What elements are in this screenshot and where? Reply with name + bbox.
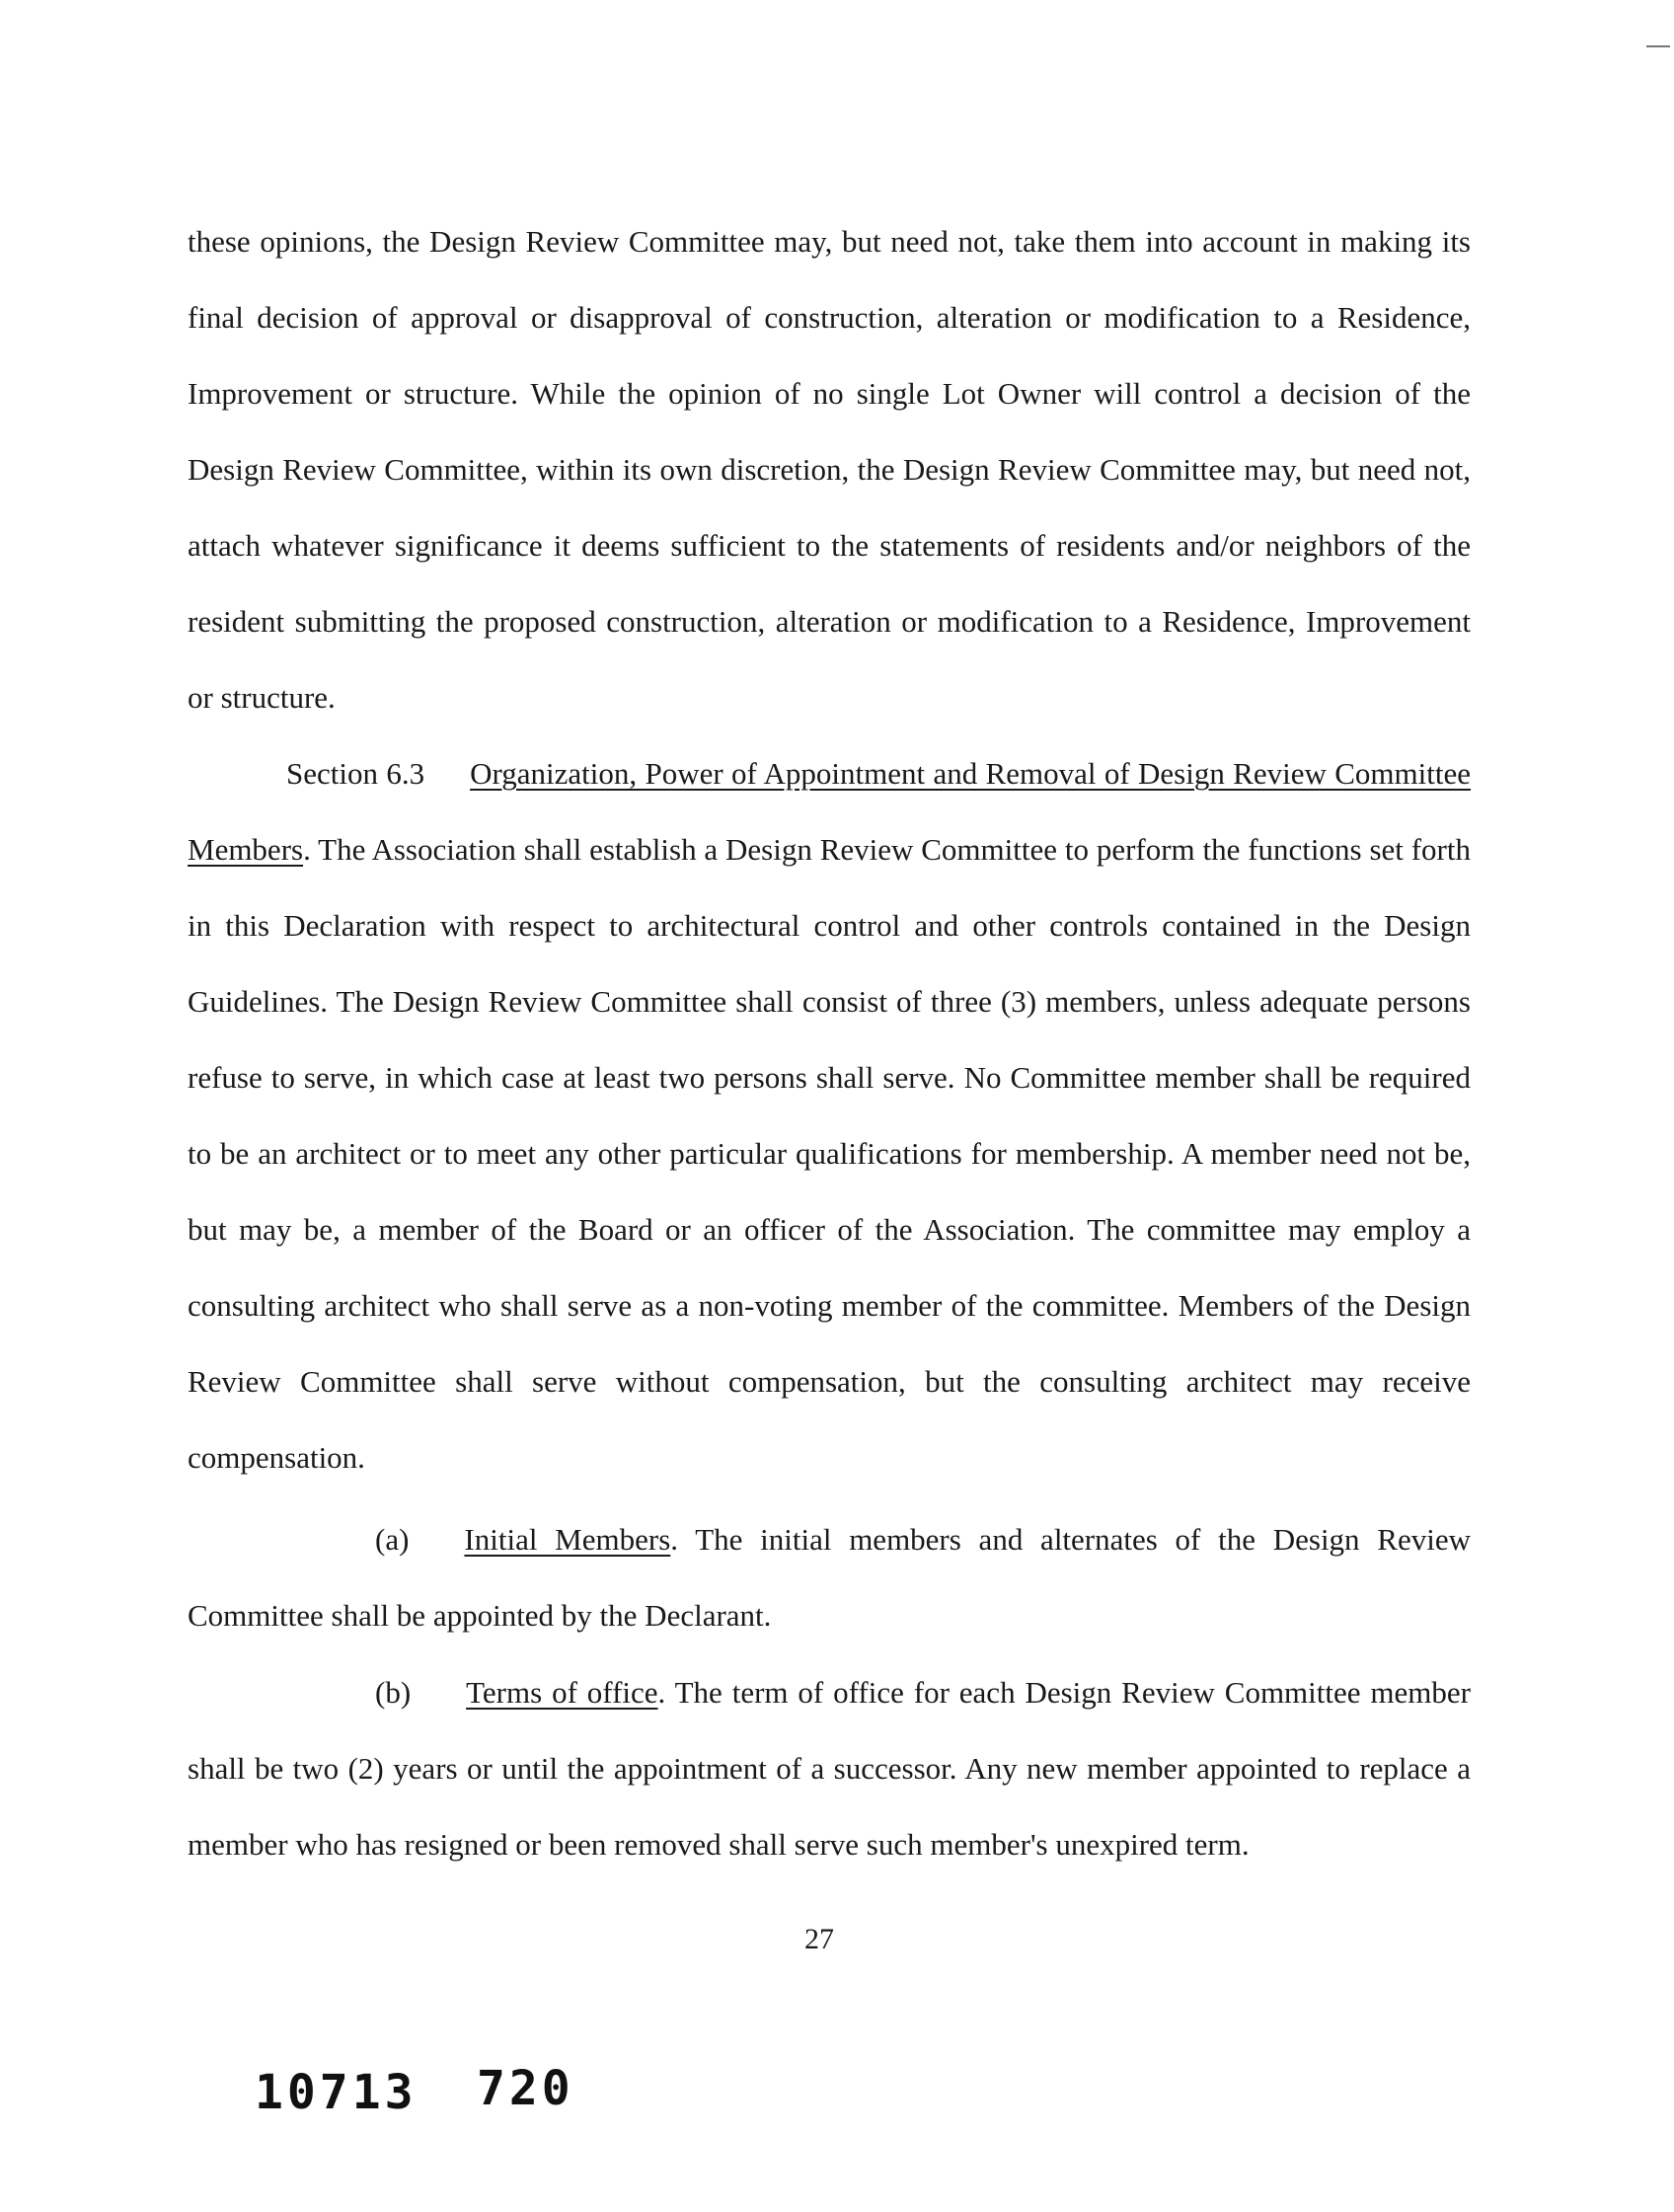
section-body: The Association shall establish a Design Review Committee to perform the functions set forth in this Declaration with respect to architectural control and other controls contained in the Design Guidelines. The Design Review Committee shall consist of three (3) members, unless adequate persons refuse to serve, in which case at least two persons shall serve. No Committee member shall be required to be an architect or to meet any other particular qualifications for membership. A member need not be, but may be, a member of the Board or an officer of the Association. The committee may employ a consulting architect who shall serve as a non-voting member of the committee. Members of the Design Review Committee shall serve without compensation, but the consulting architect may receive compensation. xyxy=(188,832,1471,1475)
subsection-b-heading: Terms of office xyxy=(466,1675,658,1710)
subsection-a-label: (a) xyxy=(375,1522,410,1557)
subsection-a-body: The initial members and alternates of the Design Review Committee shall be appointed by the Declarant. xyxy=(188,1522,1471,1633)
paragraph-text: these opinions, the Design Review Committee may, but need not, take them into account in making its final decision of approval or disapproval of construction, alteration or modification to a Residence, Improvement or structure. While the opinion of no single Lot Owner will control a decision of the Design Review Committee, within its own discretion, the Design Review Committee may, but need not, attach whatever significance it deems sufficient to the statements of residents and/or neighbors of the resident submitting the proposed construction, alteration or modification to a Residence, Improvement or structure. xyxy=(188,224,1471,715)
subsection-b-paragraph xyxy=(188,1654,1471,1882)
subsection-a-paragraph xyxy=(188,1501,1471,1653)
subsection-a-heading-end: . xyxy=(670,1522,679,1557)
recording-stamp-page: 720 xyxy=(477,2061,574,2116)
recording-stamp-book: 10713 xyxy=(255,2065,418,2120)
section-6-3 xyxy=(188,735,1471,1495)
subsection-b-label: (b) xyxy=(375,1675,412,1710)
subsection-b xyxy=(188,1654,1471,1882)
section-heading: Organization, Power of Appointment and Removal of Design Review Committee Members xyxy=(188,756,1471,867)
section-label: Section 6.3 xyxy=(286,756,425,791)
subsection-b-body: The term of office for each Design Review Committee member shall be two (2) years or until the appointment of a successor. Any new member appointed to replace a member who has resigned or been removed shall serve such member's unexpired term. xyxy=(188,1675,1471,1862)
scan-edge-mark xyxy=(1646,45,1670,47)
page-number: 27 xyxy=(804,1923,834,1955)
section-heading-end: . xyxy=(303,832,311,867)
subsection-a xyxy=(188,1501,1471,1653)
subsection-a-heading: Initial Members xyxy=(464,1522,671,1557)
subsection-b-heading-end: . xyxy=(657,1675,666,1710)
section-paragraph xyxy=(188,735,1471,1495)
paragraph-continued xyxy=(188,203,1471,735)
